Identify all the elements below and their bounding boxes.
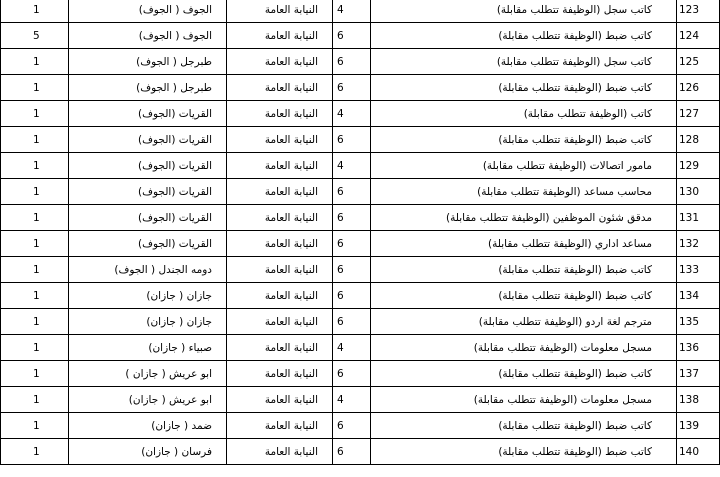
grade-cell: 6	[333, 439, 371, 465]
job-title-cell: مامور اتصالات (الوظيفة تتطلب مقابلة)	[371, 153, 677, 179]
table-row	[1, 309, 720, 335]
organization-cell: النيابة العامة	[227, 205, 333, 231]
job-title-cell: مسجل معلومات (الوظيفة تتطلب مقابلة)	[371, 387, 677, 413]
organization-cell: النيابة العامة	[227, 309, 333, 335]
job-title-cell: محاسب مساعد (الوظيفة تتطلب مقابلة)	[371, 179, 677, 205]
organization-cell: النيابة العامة	[227, 179, 333, 205]
job-title-cell: كاتب ضبط (الوظيفة تتطلب مقابلة)	[371, 75, 677, 101]
location-cell: ابو عريش ( جازان )	[69, 361, 227, 387]
location-cell: القريات (الجوف)	[69, 205, 227, 231]
location-cell: ضمد ( جازان)	[69, 413, 227, 439]
table-row	[1, 49, 720, 75]
location-cell: القريات (الجوف)	[69, 127, 227, 153]
row-number-cell: 130	[677, 179, 720, 205]
organization-cell: النيابة العامة	[227, 75, 333, 101]
row-number-cell: 134	[677, 283, 720, 309]
location-cell: القريات (الجوف)	[69, 101, 227, 127]
quantity-cell: 1	[1, 101, 69, 127]
quantity-cell: 1	[1, 231, 69, 257]
jobs-table-body	[1, 0, 720, 465]
location-cell: القريات (الجوف)	[69, 179, 227, 205]
row-number-cell: 133	[677, 257, 720, 283]
row-number-cell: 140	[677, 439, 720, 465]
job-title-cell: كاتب ضبط (الوظيفة تتطلب مقابلة)	[371, 23, 677, 49]
organization-cell: النيابة العامة	[227, 23, 333, 49]
row-number-cell: 128	[677, 127, 720, 153]
grade-cell: 6	[333, 283, 371, 309]
table-row	[1, 75, 720, 101]
row-number-cell: 123	[677, 0, 720, 23]
quantity-cell: 1	[1, 335, 69, 361]
row-number-cell: 139	[677, 413, 720, 439]
row-number-cell: 135	[677, 309, 720, 335]
organization-cell: النيابة العامة	[227, 439, 333, 465]
table-row	[1, 0, 720, 23]
location-cell: طبرجل ( الجوف)	[69, 49, 227, 75]
organization-cell: النيابة العامة	[227, 361, 333, 387]
table-row	[1, 283, 720, 309]
quantity-cell: 1	[1, 309, 69, 335]
grade-cell: 6	[333, 231, 371, 257]
row-number-cell: 126	[677, 75, 720, 101]
location-cell: جازان ( جازان)	[69, 283, 227, 309]
row-number-cell: 124	[677, 23, 720, 49]
organization-cell: النيابة العامة	[227, 413, 333, 439]
location-cell: طبرجل ( الجوف)	[69, 75, 227, 101]
quantity-cell: 1	[1, 75, 69, 101]
location-cell: الجوف ( الجوف)	[69, 23, 227, 49]
row-number-cell: 131	[677, 205, 720, 231]
quantity-cell: 1	[1, 361, 69, 387]
location-cell: جازان ( جازان)	[69, 309, 227, 335]
job-title-cell: كاتب ضبط (الوظيفة تتطلب مقابلة)	[371, 283, 677, 309]
table-row	[1, 439, 720, 465]
row-number-cell: 132	[677, 231, 720, 257]
table-row	[1, 413, 720, 439]
location-cell: دومه الجندل ( الجوف)	[69, 257, 227, 283]
job-title-cell: كاتب ضبط (الوظيفة تتطلب مقابلة)	[371, 413, 677, 439]
quantity-cell: 1	[1, 127, 69, 153]
organization-cell: النيابة العامة	[227, 231, 333, 257]
row-number-cell: 137	[677, 361, 720, 387]
grade-cell: 4	[333, 153, 371, 179]
organization-cell: النيابة العامة	[227, 49, 333, 75]
job-title-cell: مترجم لغة اردو (الوظيفة تتطلب مقابلة)	[371, 309, 677, 335]
grade-cell: 6	[333, 413, 371, 439]
location-cell: فرسان ( جازان)	[69, 439, 227, 465]
organization-cell: النيابة العامة	[227, 153, 333, 179]
grade-cell: 4	[333, 0, 371, 23]
quantity-cell: 1	[1, 0, 69, 23]
location-cell: ابو عريش ( جازان)	[69, 387, 227, 413]
row-number-cell: 129	[677, 153, 720, 179]
quantity-cell: 1	[1, 439, 69, 465]
grade-cell: 6	[333, 257, 371, 283]
organization-cell: النيابة العامة	[227, 283, 333, 309]
job-title-cell: مساعد اداري (الوظيفة تتطلب مقابلة)	[371, 231, 677, 257]
job-title-cell: مسجل معلومات (الوظيفة تتطلب مقابلة)	[371, 335, 677, 361]
row-number-cell: 138	[677, 387, 720, 413]
table-row	[1, 361, 720, 387]
quantity-cell: 1	[1, 179, 69, 205]
grade-cell: 6	[333, 49, 371, 75]
grade-cell: 6	[333, 127, 371, 153]
job-title-cell: كاتب ضبط (الوظيفة تتطلب مقابلة)	[371, 439, 677, 465]
location-cell: صبياء ( جازان)	[69, 335, 227, 361]
quantity-cell: 1	[1, 283, 69, 309]
grade-cell: 4	[333, 335, 371, 361]
table-row	[1, 153, 720, 179]
table-row	[1, 205, 720, 231]
quantity-cell: 1	[1, 205, 69, 231]
table-row	[1, 335, 720, 361]
row-number-cell: 127	[677, 101, 720, 127]
job-title-cell: كاتب سجل (الوظيفة تتطلب مقابلة)	[371, 49, 677, 75]
grade-cell: 4	[333, 101, 371, 127]
grade-cell: 6	[333, 309, 371, 335]
job-title-cell: كاتب ضبط (الوظيفة تتطلب مقابلة)	[371, 257, 677, 283]
job-title-cell: مدقق شئون الموظفين (الوظيفة تتطلب مقابلة)	[371, 205, 677, 231]
row-number-cell: 136	[677, 335, 720, 361]
location-cell: القريات (الجوف)	[69, 231, 227, 257]
table-row	[1, 23, 720, 49]
grade-cell: 6	[333, 75, 371, 101]
organization-cell: النيابة العامة	[227, 101, 333, 127]
grade-cell: 6	[333, 361, 371, 387]
organization-cell: النيابة العامة	[227, 0, 333, 23]
quantity-cell: 1	[1, 257, 69, 283]
quantity-cell: 1	[1, 413, 69, 439]
grade-cell: 6	[333, 205, 371, 231]
table-row	[1, 387, 720, 413]
quantity-cell: 5	[1, 23, 69, 49]
organization-cell: النيابة العامة	[227, 387, 333, 413]
quantity-cell: 1	[1, 387, 69, 413]
quantity-cell: 1	[1, 49, 69, 75]
table-row	[1, 127, 720, 153]
job-title-cell: كاتب سجل (الوظيفة تتطلب مقابلة)	[371, 0, 677, 23]
job-title-cell: كاتب (الوظيفة تتطلب مقابلة)	[371, 101, 677, 127]
table-row	[1, 257, 720, 283]
job-title-cell: كاتب ضبط (الوظيفة تتطلب مقابلة)	[371, 127, 677, 153]
row-number-cell: 125	[677, 49, 720, 75]
grade-cell: 6	[333, 179, 371, 205]
location-cell: القريات (الجوف)	[69, 153, 227, 179]
location-cell: الجوف ( الجوف)	[69, 0, 227, 23]
organization-cell: النيابة العامة	[227, 257, 333, 283]
organization-cell: النيابة العامة	[227, 127, 333, 153]
grade-cell: 4	[333, 387, 371, 413]
organization-cell: النيابة العامة	[227, 335, 333, 361]
table-row	[1, 231, 720, 257]
table-row	[1, 179, 720, 205]
table-row	[1, 101, 720, 127]
quantity-cell: 1	[1, 153, 69, 179]
grade-cell: 6	[333, 23, 371, 49]
job-title-cell: كاتب ضبط (الوظيفة تتطلب مقابلة)	[371, 361, 677, 387]
